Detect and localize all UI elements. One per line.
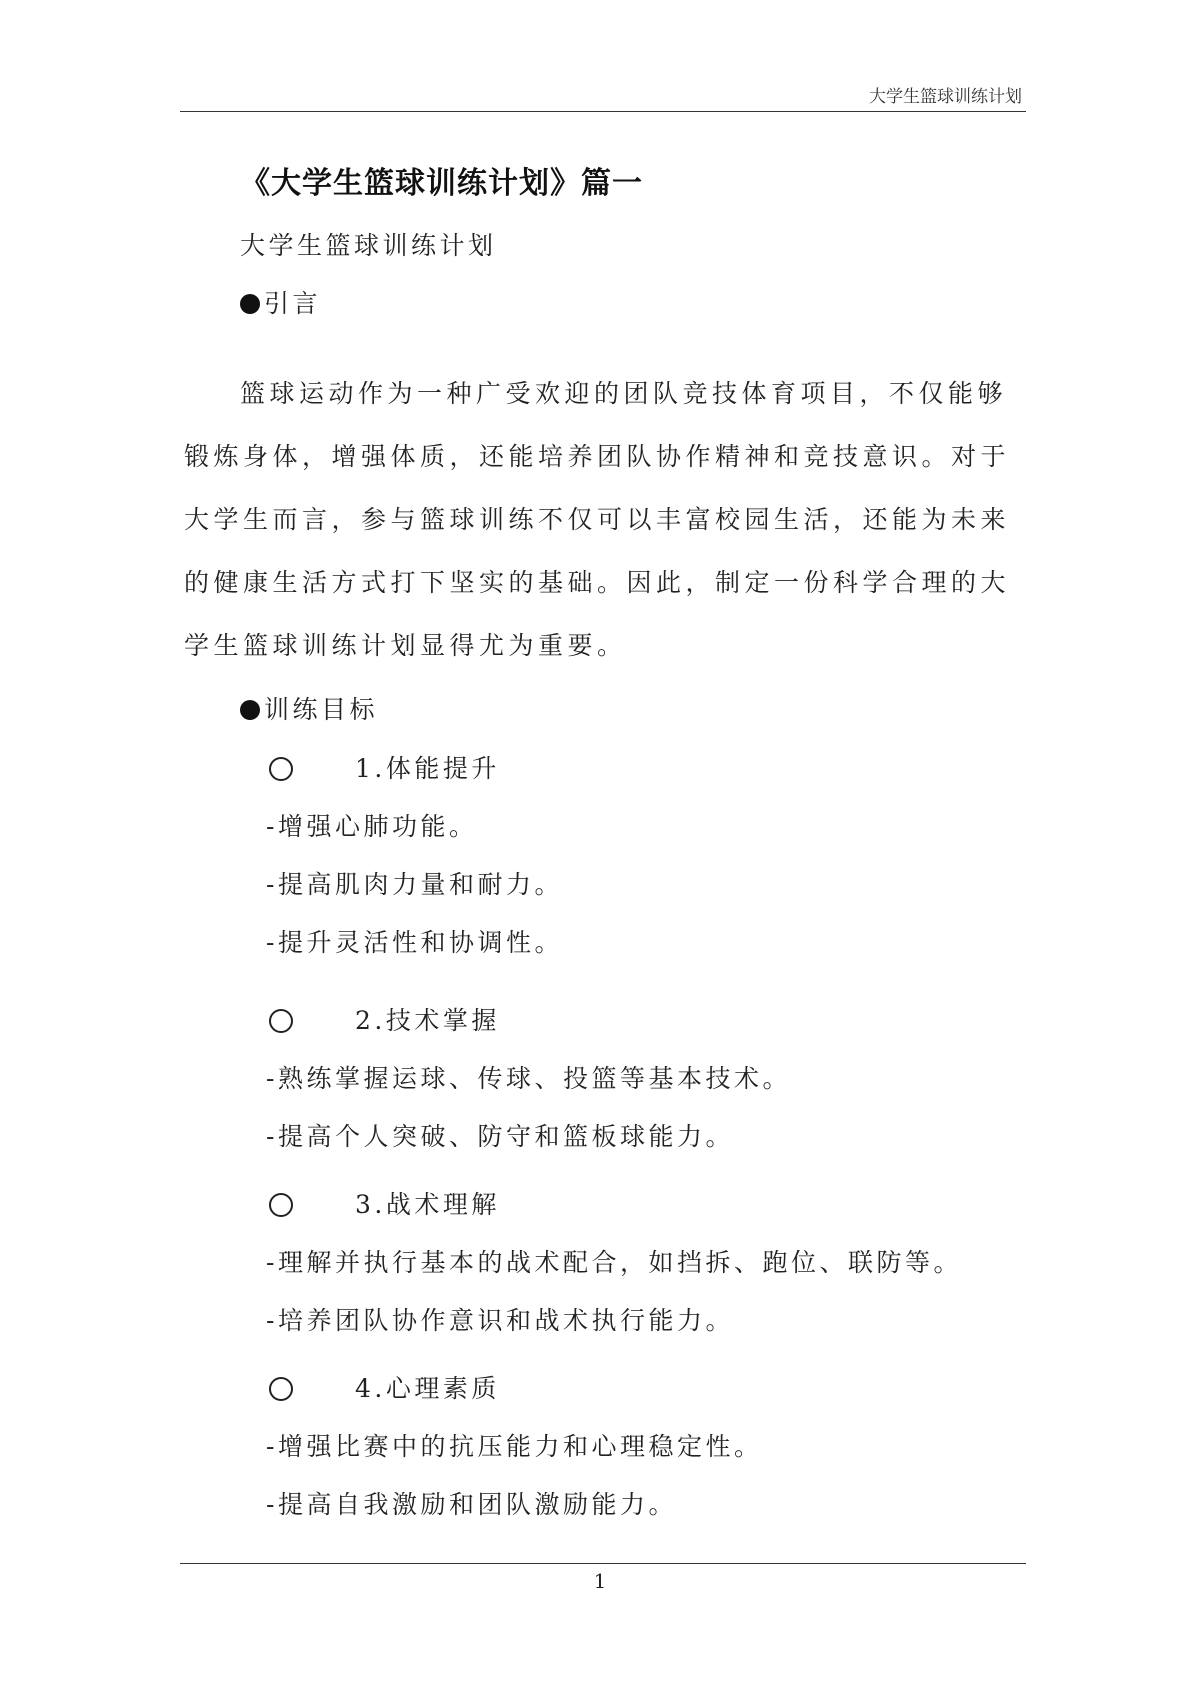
goal-heading — [269, 749, 500, 785]
footer-divider — [180, 1563, 1026, 1564]
bullet-icon — [240, 294, 260, 314]
running-header: 大学生篮球训练计划 — [869, 87, 1022, 107]
goals-heading-label: 训练目标 — [264, 695, 379, 724]
document-subtitle: 大学生篮球训练计划 — [240, 231, 497, 260]
circle-bullet-icon — [269, 1009, 293, 1033]
goal-item: -理解并执行基本的战术配合，如挡拆、跑位、联防等。 — [266, 1248, 962, 1277]
goal-title: 4.心理素质 — [355, 1374, 500, 1403]
circle-bullet-icon — [269, 1193, 293, 1217]
goal-title: 2.技术掌握 — [355, 1006, 500, 1035]
intro-heading — [240, 284, 321, 320]
goal-heading — [269, 1001, 500, 1037]
goal-item: -提升灵活性和协调性。 — [266, 928, 563, 957]
header-divider — [180, 111, 1026, 112]
intro-paragraph: 篮球运动作为一种广受欢迎的团队竞技体育项目，不仅能够锻炼身体，增强体质，还能培养团队协作精神和竞技意识。对于大学生而言，参与篮球训练不仅可以丰富校园生活，还能为未来的健康生活方式打下坚实的基础。因此，制定一份科学合理的大学生篮球训练计划显得尤为重要。 — [184, 379, 1011, 660]
intro-heading-label: 引言 — [264, 289, 322, 318]
goal-item: -熟练掌握运球、传球、投篮等基本技术。 — [266, 1064, 791, 1093]
goals-heading — [240, 690, 378, 726]
goal-heading — [269, 1369, 500, 1405]
goal-item: -培养团队协作意识和战术执行能力。 — [266, 1306, 734, 1335]
circle-bullet-icon — [269, 1377, 293, 1401]
goal-heading — [269, 1185, 500, 1221]
goal-item: -提高自我激励和团队激励能力。 — [266, 1490, 677, 1519]
goal-item: -增强比赛中的抗压能力和心理稳定性。 — [266, 1432, 763, 1461]
goal-item: -提高个人突破、防守和篮板球能力。 — [266, 1122, 734, 1151]
goal-item: -增强心肺功能。 — [266, 812, 478, 841]
page-number: 1 — [593, 1569, 607, 1593]
goal-title: 1.体能提升 — [355, 754, 500, 783]
goal-title: 3.战术理解 — [355, 1190, 500, 1219]
goal-item: -提高肌肉力量和耐力。 — [266, 870, 563, 899]
bullet-icon — [240, 700, 260, 720]
circle-bullet-icon — [269, 757, 293, 781]
document-title: 《大学生篮球训练计划》篇一 — [240, 166, 643, 201]
